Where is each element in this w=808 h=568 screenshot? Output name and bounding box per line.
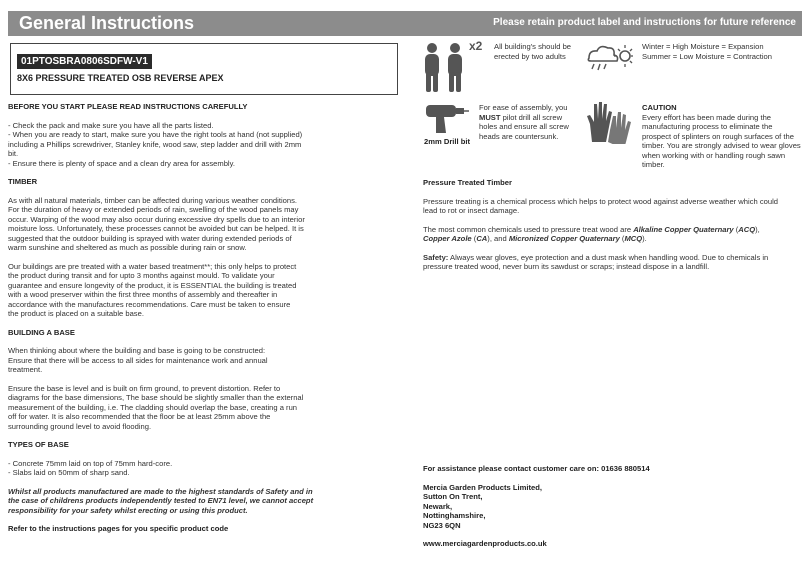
header-bar [8,11,802,36]
two-people-icon [421,42,469,94]
timber-line: warm sunshine and sheltered as much as possible during rain or snow. [8,243,247,252]
safety-line: pressure treated wood, never burn its sawdust or scraps; instead dispose in a landfill. [423,262,710,271]
types-line: - Concrete 75mm laid on top of 75mm hard-core. [8,458,173,468]
types-heading: TYPES OF BASE [8,440,69,449]
drill-icon [422,101,470,135]
drill-caption-line [479,113,579,123]
pt-line: lead to rot or insect damage. [423,206,520,215]
chem-mcq-name: Micronized Copper Quaternary [508,234,620,243]
chem-acq-abbr: ACQ [738,224,756,234]
timber-line: the product during transit and for upto 3 months against mould. To validate your [8,271,275,280]
before-line: - Ensure there is plenty of space and a clean dry area for assembly. [8,158,235,168]
timber-heading: TIMBER [8,177,38,186]
caution-caption [642,103,804,170]
timber-line: guarantee and ensure longevity of the product, it is ESSENTIAL the building is treated [8,280,297,290]
timber-line: moisture loss. Unfortunately, these processes cannot be avoided but can be helped. It is [8,224,304,233]
caution-line: timber. You are strongly advised to wear gloves [642,141,801,150]
caution-line: timber. [642,160,665,169]
before-line: - When you are ready to start, make sure you have the right tools at hand (not supplied) [8,130,303,139]
drill-caption-line: heads are countersunk. [479,131,559,141]
weather-caption-line: Winter = High Moisture = Expansion [642,42,764,51]
caution-line: manufacturing process to eliminate the [642,122,773,131]
chem-text: , and [489,234,509,243]
timber-line: with a wood preserver within the first three months of assembly and thereafter in [8,290,278,299]
base-line: diagrams for the base dimensions, The base should be slightly smaller than the external [8,393,304,402]
people-caption-line: erected by two adults [494,51,566,61]
base-line: off for water. It is also recommended that the floor be at least 25mm above the [8,412,271,421]
address-line: Sutton On Trent, [423,492,483,501]
drill-caption-part: pilot drill all screw [500,112,563,122]
timber-line: For the duration of heavy or extended periods of rain, swelling of the wood panels may [8,205,299,214]
refer-note: Refer to the instructions pages for you specific product code [8,524,229,533]
base-line: measurement of the building, i.e. The cladding should overlap the base, creating a run [8,402,298,412]
drill-bit-label: 2mm Drill bit [424,137,470,146]
safety-line [423,253,803,263]
safety-text: Always wear gloves, eye protection and a dust mask when handling wood. Due to chemicals in [448,252,769,262]
timber-line: Our buildings are pre treated with a water based treatment**; this only helps to protect [8,261,297,271]
assist-line: For assistance please contact customer care on: 01636 880514 [423,464,650,473]
before-line: bit. [8,149,19,158]
timber-line: the product is placed on a suitable base. [8,309,144,318]
address-line: NG23 6QN [423,520,461,530]
caution-line: prospect of splinters on rough surfaces of the [642,131,794,141]
timber-line: occur. Warping of the wood may also occur during excessive dry spells due to an interior [8,214,305,224]
base-heading: BUILDING A BASE [8,327,75,337]
chem-mcq-abbr: MCQ [624,234,643,243]
safety-label: Safety: [423,252,449,262]
standards-line: responsibility for your safety whilst erecting or using this product. [8,505,248,515]
address-line: Mercia Garden Products Limited, [423,482,542,492]
before-line: - Check the pack and make sure you have all the parts listed. [8,120,214,130]
weather-caption [642,42,802,61]
drill-caption-line: For ease of assembly, you [479,103,568,112]
chem-text: The most common chemicals used to pressure treat wood are [423,224,634,234]
people-caption-line: All building's should be [494,42,572,51]
product-code: 01PTOSBRA0806SDFW-V1 [17,54,152,69]
right-column [423,178,803,272]
base-line: When thinking about where the building and base is going to be constructed: [8,346,266,355]
drill-caption-line: holes and ensure all screw [479,122,569,131]
chemicals-line: The most common chemicals used to pressure treat wood are Alkaline Copper Quaternary (ACQ), [423,224,760,234]
weather-caption-line: Summer = Low Moisture = Contraction [642,51,772,61]
caution-heading: CAUTION [642,103,677,112]
weather-icon [585,42,635,74]
base-line: Ensure the base is level and is built on firm ground, to prevent distortion. Refer to [8,383,281,393]
gloves-icon [586,100,634,144]
page-title: General Instructions [19,13,195,33]
timber-line: suggested that the outdoor building is sprayed with water during extended periods of [8,233,292,243]
caution-line: Every effort has been made during the [642,112,772,122]
base-line: Ensure that there will be access to all sides for maintenance work and annual [8,355,268,365]
caution-line: when working with or handling rough sawn [642,150,786,160]
contact-block [423,464,803,549]
chem-ca-abbr: CA [476,234,488,243]
before-line: including a Phillips screwdriver, Stanley knife, wood saw, step ladder and drill with 2mm [8,139,302,149]
header-note: Please retain product label and instructions for future reference [493,17,796,28]
address-line: Nottinghamshire, [423,511,486,520]
people-count: x2 [469,39,483,53]
timber-line: accordance with the manufactures recommendations. Care must be taken to ensure [8,299,291,309]
people-caption [494,42,582,61]
product-name: 8X6 PRESSURE TREATED OSB REVERSE APEX [17,73,224,83]
before-heading: BEFORE YOU START PLEASE READ INSTRUCTIONS CAREFULLY [8,102,248,111]
pt-line: Pressure treating is a chemical process which helps to protect wood against adverse weather which could [423,196,778,206]
pt-heading: Pressure Treated Timber [423,178,512,187]
chemicals-line: Copper Azole (CA), and Micronized Copper Quaternary (MCQ). [423,234,647,243]
left-column [8,102,403,534]
standards-line: the case of childrens products independently tested to EN71 level, we cannot accept [8,496,314,505]
base-line: surrounding ground level to avoid flooding. [8,421,152,431]
timber-line: As with all natural materials, timber can be affected during various weather conditions. [8,195,297,205]
types-line: - Slabs laid on 50mm of sharp sand. [8,468,130,477]
chem-acq-name: Alkaline Copper Quaternary [633,224,734,234]
chem-ca-name: Copper Azole [423,234,472,243]
drill-must: MUST [479,112,501,122]
product-box [10,43,398,95]
website-link[interactable]: www.merciagardenproducts.co.uk [423,539,547,548]
base-line: treatment. [8,365,43,374]
address-line: Newark, [423,501,453,511]
standards-line: Whilst all products manufactured are made to the highest standards of Safety and in [8,486,313,496]
drill-caption [479,103,579,141]
